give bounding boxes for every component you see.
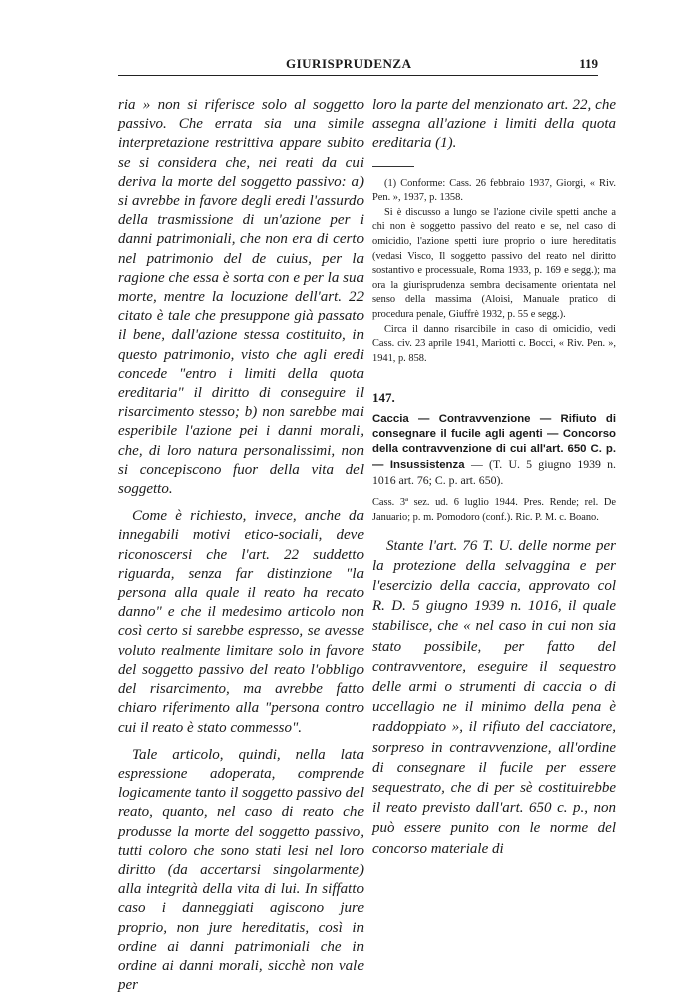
case-number: 147. (372, 390, 395, 406)
continuation-text: loro la parte del menzionato art. 22, che assegna all'azione i limiti della quota ereditaria (1). (372, 97, 616, 152)
paragraph-1: ria » non si riferisce solo al soggetto passivo. Che errata sia una simile interpretazione restrittiva appare subito se si considera che, nei reati da cui deriva la morte del soggetto passivo: a) si avrebbe in favore degli eredi l'assurdo della trasmissione di un'azione per i danni patrimoniali, che non era di certo nel patrimonio del de cuius, per la ragione che essa è sorta con e per la sua morte, mentre la locuzione dell'art. 22 citato è tale che presuppone già passato il bene, dall'azione stessa costituito, in questo patrimonio, visto che agli eredi concede "entro i limiti della quota ereditaria" il diritto di conseguire il risarcimento stesso; b) non sarebbe mai esperibile l'azione pei i danni morali, che, di loro natura personalissimi, non si concepiscono fuor della vita del soggetto. (118, 97, 364, 498)
paragraph-2: Come è richiesto, invece, anche da innegabili motivi etico-sociali, deve riconoscersi che l'art. 22 suddetto riguarda, senza far distinzione "la persona alla quale il reato ha recato danno" e che il medesimo articolo non così certo si sarebbe espresso, se avesse voluto realmente limitare solo in favore del soggetto passivo del reato l'obbligo del risarcimento, ma avrebbe fatto chiaro riferimento alla "persona contro cui il reato è stato commesso". (118, 508, 364, 736)
footnote-2: Si è discusso a lungo se l'azione civile spetti anche a chi non è soggetto passivo del reato e se, nel caso di omicidio, l'azione spetti iure proprio o iure hereditatis (vedasi Visco, Il soggetto passivo del reato nel diritto sostantivo e processuale, Roma 1933, p. 169 e segg.); ma ora la giurisprudenza sembra decisamente orientata nel senso della massima (Aloisi, Manuale pratico di procedura penale, Giuffrè 1932, p. 55 e segg.). (372, 206, 616, 320)
footnote-3: Circa il danno risarcibile in caso di omicidio, vedi Cass. civ. 23 aprile 1941, Mariotti c. Bocci, « Riv. Pen. », 1941, p. 858. (372, 323, 616, 364)
right-column (372, 96, 616, 859)
footnote-1: (1) Conforme: Cass. 26 febbraio 1937, Giorgi, « Riv. Pen. », 1937, p. 1358. (372, 177, 616, 204)
case-body: Stante l'art. 76 T. U. delle norme per la protezione della selvaggina e per l'esercizio della caccia, approvato col R. D. 5 giugno 1939 n. 1016, il quale stabilisce, che « nel caso in cui non sia stato possibile, per fatto del contravventore, eseguire il sequestro delle armi o strumenti di caccia o di uccellagio ne il minimo della pena è raddoppiato », il rifiuto del cacciatore, sorpreso in contravvenzione, all'ordine di consegnare il fucile per essere sequestrato, che di per sè costituirebbe il reato previsto dall'art. 650 c. p., non può essere punito con le norme del concorso materiale di (372, 537, 616, 857)
case-maxim (372, 412, 616, 488)
left-column (118, 96, 364, 995)
running-title: GIURISPRUDENZA (286, 56, 412, 71)
decision-line: Cass. 3ª sez. ud. 6 luglio 1944. Pres. Rende; rel. De Januario; p. m. Pomodoro (conf.). Ric. P. M. c. Boano. (372, 497, 616, 523)
footnote-rule (372, 166, 414, 167)
running-head (118, 56, 598, 74)
maxim-reference: — (T. U. 5 giugno 1939 n. 1016 art. 76; C. p. art. 650). (372, 456, 616, 487)
header-rule (118, 75, 598, 76)
paragraph-3: Tale articolo, quindi, nella lata espressione adoperata, comprende logicamente tanto il soggetto passivo del reato, quanto, nel caso di reato che produsse la morte del soggetto passivo, tutti coloro che sono stati lesi nel loro diritto (da accertarsi singolarmente) alla integrità della vita di lui. In siffatto caso i danneggiati agiscono jure proprio, non jure hereditatis, così in ordine ai danni patrimoniali che in ordine ai danni morali, sicchè non vale per (118, 746, 364, 994)
page-number: 119 (579, 56, 598, 71)
maxim-text: Caccia — Contravvenzione — Rifiuto di consegnare il fucile agli agenti — Concorso della contravvenzione di cui all'art. 650 C. p. — Insussistenza (372, 413, 616, 471)
